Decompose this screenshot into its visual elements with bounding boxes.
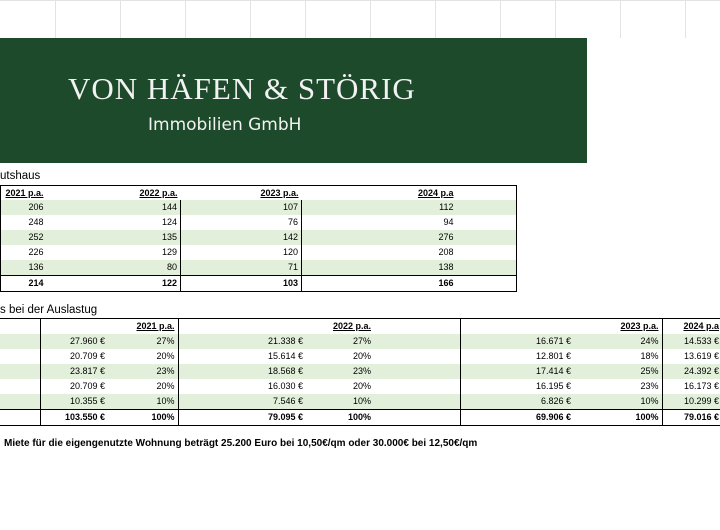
table-row: 248 124 76 94 [1,215,517,230]
company-name: VON HÄFEN & STÖRIG [68,71,416,106]
table-row: 226 129 120 208 [1,245,517,260]
col-header-2023: 2023 p.a. [249,186,302,201]
table-total-row: 103.550 € 100% 79.095 € 100% 69.906 € 100% 79.016 € [0,410,720,426]
col-header-2022: 2022 p.a. [260,319,374,335]
table-row: 23.817 € 23% 18.568 € 23% 17.414 € 25% 24.392 € [0,364,720,379]
table-total-row: 214 122 103 166 [1,276,517,292]
col-header-2024: 2024 p.a [370,186,457,201]
rent-note: Miete für die eigengenutzte Wohnung beträgt 25.200 Euro bei 10,50€/qm oder 30.000€ bei 12,50€/qm [4,438,478,449]
table-header-row [0,319,720,335]
table-row: 206 144 107 112 [1,200,517,215]
table-row: 27.960 € 27% 21.338 € 27% 16.671 € 24% 14.533 € [0,334,720,349]
revenue-table [0,318,720,426]
col-header-2021: 2021 p.a. [1,186,47,201]
table2-label: s bei der Auslastug [0,304,98,316]
table-row: 10.355 € 10% 7.546 € 10% 6.826 € 10% 10.299 € [0,394,720,410]
table-row: 20.709 € 20% 16.030 € 20% 16.195 € 23% 16.173 € [0,379,720,394]
occupancy-table [0,185,517,292]
company-logo-banner [0,38,587,163]
sheet-gridlines [0,0,720,38]
table-row: 136 80 71 138 [1,260,517,276]
table-row: 20.709 € 20% 15.614 € 20% 12.801 € 18% 13.619 € [0,349,720,364]
table1-label: utshaus [0,170,41,182]
col-header-2021: 2021 p.a. [40,319,178,335]
col-header-2024: 2024 p.a [662,319,720,335]
company-subtitle: Immobilien GmbH [148,115,302,135]
table-row: 252 135 142 276 [1,230,517,245]
table-header-row [1,186,517,201]
col-header-2023: 2023 p.a. [506,319,662,335]
col-header-2022: 2022 p.a. [47,186,181,201]
